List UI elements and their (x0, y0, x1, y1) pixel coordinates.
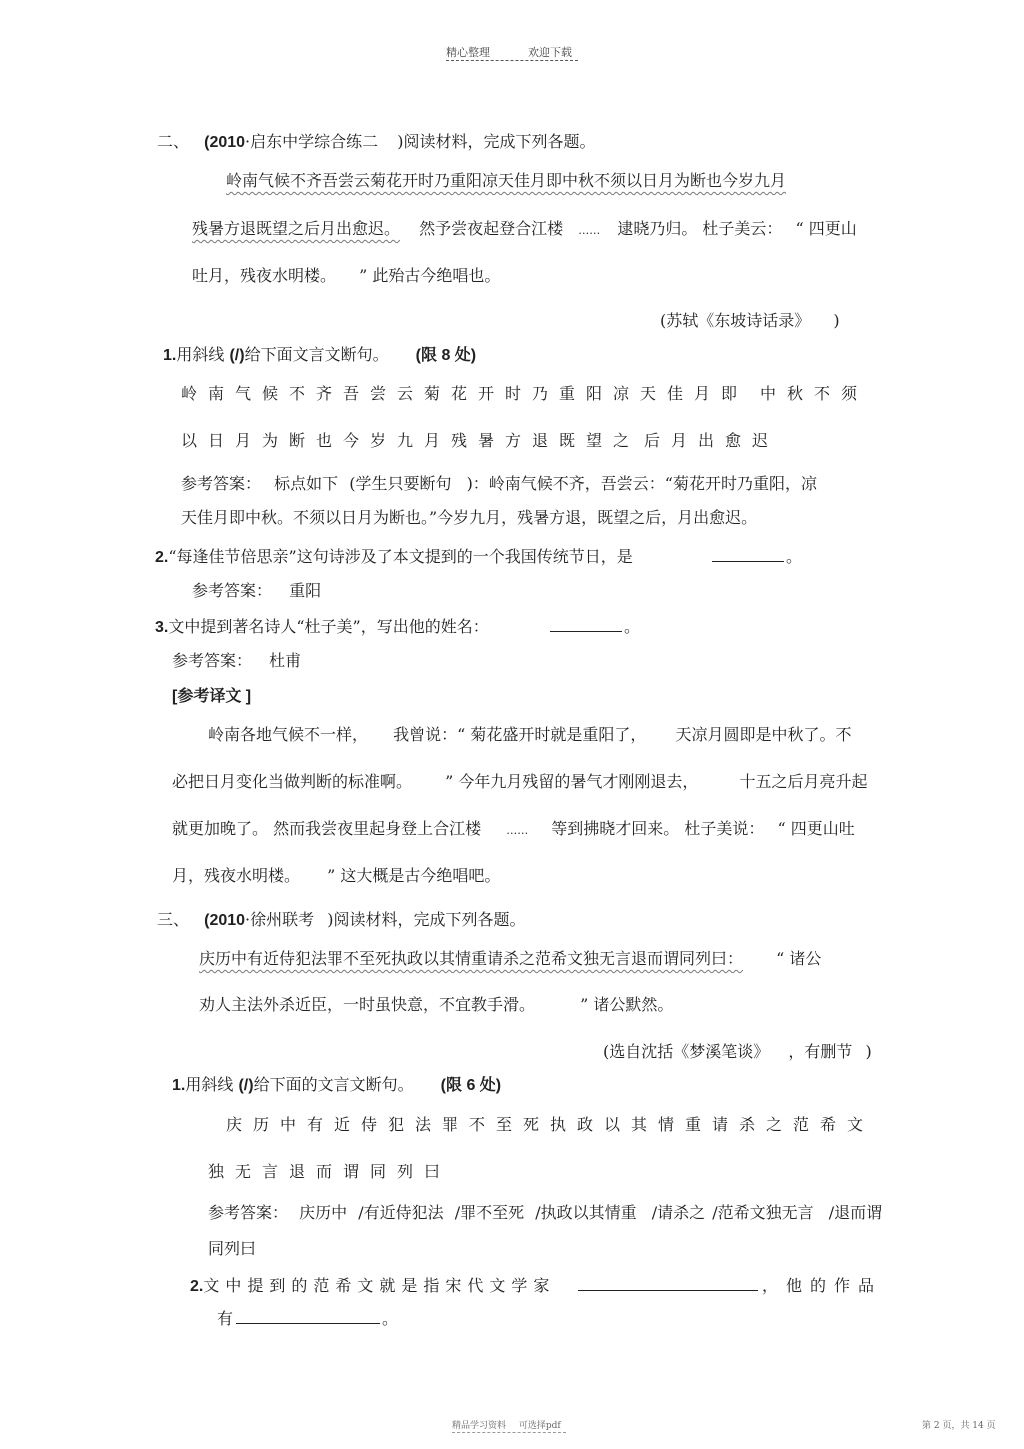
section3-q1-answer-line2: 同列曰 (208, 1239, 257, 1258)
answer-text: 杜甫 (269, 651, 302, 670)
passage-text: ” 此殆古今绝唱也。 (359, 266, 501, 285)
section2-passage-line3 (192, 263, 500, 286)
section3-source: ·徐州联考 (245, 910, 315, 929)
section2-q1-line1 (181, 381, 868, 404)
author-answer-blank[interactable] (578, 1274, 758, 1291)
answer-text: /执政以其情重 (535, 1203, 637, 1222)
translation-text: 十五之后月亮升起 (739, 772, 868, 791)
section3-q2 (190, 1273, 555, 1296)
ellipsis: …… (578, 224, 601, 237)
section2-q1 (163, 342, 476, 365)
q1-text-line: 以日月为断也今岁九月残暑方退既望之 (181, 431, 641, 450)
section3-number: 三、 (157, 910, 190, 929)
q1-slash: (/) (238, 1077, 254, 1094)
works-answer-blank[interactable] (236, 1307, 380, 1324)
section2-q1-answer (181, 471, 817, 494)
q1-limit: (限 8 处) (415, 347, 477, 364)
section2-citation (660, 308, 840, 331)
answer-text: /退而谓 (828, 1203, 883, 1222)
q2-number: 2. (190, 1278, 204, 1295)
section3-q2-end: 。 (382, 1309, 399, 1328)
passage-text: 劝人主法外杀近臣，一时虽快意，不宜教手滑。 (199, 995, 536, 1014)
answer-text: /范希文独无言 (712, 1203, 814, 1222)
section3-source-year: (2010 (204, 912, 246, 929)
header-left: 精心整理 (446, 46, 490, 59)
citation-close: ) (833, 311, 840, 330)
citation-close: ) (865, 1042, 872, 1061)
answer-text: 标点如下 (274, 474, 339, 493)
passage-text: 吐月，残夜水明楼。 (192, 266, 337, 285)
section3-passage-line1 (199, 946, 821, 969)
section3-q1-answer (208, 1200, 882, 1223)
section2-heading (157, 129, 595, 152)
section2-source: ·启东中学综合练二 (245, 132, 379, 151)
section2-q2-answer (192, 578, 321, 601)
citation-text: ，有删节 (788, 1042, 853, 1061)
q2-number: 2. (155, 549, 169, 566)
section2-q2 (155, 544, 633, 567)
translation-text: ” 今年九月残留的暑气才刚刚退去， (445, 772, 699, 791)
q1-number: 1. (163, 347, 177, 364)
section2-passage-line1: 岭南气候不齐吾尝云菊花开时乃重阳凉天佳月即中秋不须以日月为断也今岁九月 (226, 171, 787, 190)
translation-text: “ 四更山吐 (777, 819, 855, 838)
passage-text: “ 诸公 (776, 949, 822, 968)
q1-text: 用斜线 (185, 1075, 234, 1094)
section3-q2-mid: ，他的作品 (762, 1276, 883, 1295)
answer-text: (学生只要断句 (349, 474, 452, 493)
section2-q3 (155, 614, 489, 637)
q1-text-line: 后月出愈迟 (644, 431, 780, 450)
passage-text: ” 诸公默然。 (580, 995, 674, 1014)
section3-citation (603, 1039, 872, 1062)
answer-text: 重阳 (289, 581, 322, 600)
translation-text: 岭南各地气候不一样， (208, 725, 369, 744)
citation-text: (选自沈括《梦溪笔谈》 (603, 1042, 770, 1061)
answer-text: /有近侍犯法 (358, 1203, 444, 1222)
section2-source-year: (2010 (204, 134, 246, 151)
q2-text: 文中提到的范希文就是指宋代文学家 (203, 1276, 556, 1295)
ellipsis: …… (506, 824, 529, 837)
section2-q1-line2 (181, 428, 779, 451)
q1-text-line: 岭南气候不齐吾尝云菊花开时乃重阳凉天佳月即 (181, 384, 749, 403)
section3-q2-line2: 有 (217, 1309, 234, 1328)
q2-end: 。 (786, 547, 803, 566)
section3-q1-line2: 独无言退而谓同列曰 (208, 1162, 452, 1181)
q1-slash: (/) (229, 347, 245, 364)
answer-label: 参考答案： (208, 1203, 289, 1222)
q1-text: 用斜线 (176, 345, 225, 364)
answer-text: /罪不至死 (454, 1203, 525, 1222)
section2-q3-answer (172, 648, 301, 671)
section3-passage-line2 (199, 992, 673, 1015)
translation-text: 等到拂晓才回来。 杜子美说： (551, 819, 765, 838)
translation-line2 (172, 769, 868, 792)
footer-left-text: 精品学习资料 (452, 1421, 507, 1431)
q1-text-line: 中秋不须 (760, 384, 869, 403)
q1-rest: 给下面的文言文断句。 (253, 1075, 414, 1094)
q3-number: 3. (155, 619, 169, 636)
section2-q1-answer-line2: 天佳月即中秋。不须以日月为断也。”今岁九月，残暑方退，既望之后，月出愈迟。 (181, 508, 758, 527)
citation-text: (苏轼《东坡诗话录》 (660, 311, 811, 330)
answer-text: 庆历中 (299, 1203, 348, 1222)
q3-text: 文中提到著名诗人“杜子美”，写出他的姓名： (168, 617, 489, 636)
q2-text: “每逢佳节倍思亲”这句诗涉及了本文提到的一个我国传统节日，是 (168, 547, 633, 566)
translation-text: 月，残夜水明楼。 (172, 866, 301, 885)
q3-end: 。 (624, 617, 641, 636)
q2-answer-blank[interactable] (712, 545, 784, 562)
section3-q1 (172, 1072, 501, 1095)
section3-instruction: )阅读材料，完成下列各题。 (327, 910, 526, 929)
passage-underlined: 残暑方退既望之后月出愈迟。 (192, 219, 401, 238)
translation-title: [参考译文 ] (172, 688, 252, 705)
translation-text: 天凉月圆即是中秋了。不 (675, 725, 852, 744)
translation-text: ” 这大概是古今绝唱吧。 (327, 866, 501, 885)
answer-label: 参考答案： (192, 581, 273, 600)
translation-text: 就更加晚了。 然而我尝夜里起身登上合江楼 (172, 819, 482, 838)
answer-text: /请杀之 (651, 1203, 706, 1222)
q3-answer-blank[interactable] (550, 615, 622, 632)
translation-text: 我曾说：“ 菊花盛开时就是重阳了， (393, 725, 647, 744)
translation-text: 必把日月变化当做判断的标准啊。 (172, 772, 413, 791)
section2-instruction: )阅读材料，完成下列各题。 (397, 132, 596, 151)
header-right: 欢迎下载 (528, 46, 572, 59)
answer-label: 参考答案： (181, 474, 262, 493)
passage-text: 然予尝夜起登合江楼 (419, 219, 564, 238)
answer-label: 参考答案： (172, 651, 253, 670)
footer-page-number: 第 2 页，共 14 页 (922, 1421, 996, 1431)
section3-heading (157, 907, 525, 930)
passage-text: “ 四更山 (795, 219, 857, 238)
translation-line3 (172, 816, 855, 839)
footer-divider (452, 1432, 566, 1433)
header-divider (446, 60, 578, 61)
q1-limit: (限 6 处) (440, 1077, 502, 1094)
answer-text: )：岭南气候不齐，吾尝云：“菊花开时乃重阳，凉 (466, 474, 817, 493)
q1-rest: 给下面文言文断句。 (244, 345, 389, 364)
passage-text: 逮晓乃归。 杜子美云： (617, 219, 783, 238)
section2-number: 二、 (157, 132, 190, 151)
passage-underlined: 庆历中有近侍犯法罪不至死执政以其情重请杀之范希文独无言退而谓同列曰： (199, 949, 744, 968)
section3-q1-line1: 庆历中有近侍犯法罪不至死执政以其情重请杀之范希文 (226, 1115, 875, 1134)
q1-number: 1. (172, 1077, 186, 1094)
section2-passage-line2 (192, 216, 857, 239)
footer-center (452, 1418, 561, 1431)
translation-line1 (208, 722, 852, 745)
footer-middle-text: 可选择pdf (518, 1421, 561, 1431)
translation-line4 (172, 863, 500, 886)
